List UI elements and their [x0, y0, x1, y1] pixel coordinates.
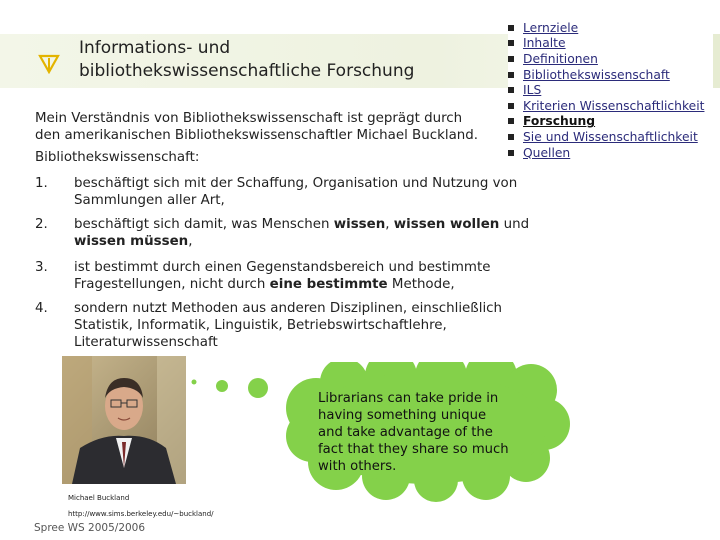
list-text: ,: [188, 234, 193, 249]
list-number: 4.: [35, 301, 48, 316]
list-text: sondern nutzt Methoden aus anderen Disziplinen, einschließlich: [74, 301, 503, 316]
emphasis-text: wissen wollen: [393, 217, 500, 232]
list-text: beschäftigt sich damit, was Menschen: [74, 217, 334, 232]
bullet-icon: [508, 134, 514, 140]
triangle-arrow-icon: [38, 52, 60, 74]
nav-link-lernziele[interactable]: Lernziele: [523, 20, 579, 35]
list-text: beschäftigt sich mit der Schaffung, Organisation und Nutzung von: [74, 176, 518, 191]
nav-item-forschung[interactable]: [508, 114, 713, 130]
list-text: Methode,: [387, 277, 455, 292]
title-line-1: Informations- und: [79, 38, 231, 58]
quote-line: Librarians can take pride in: [318, 391, 499, 406]
intro-line-1: Mein Verständnis von Bibliothekswissenschaft ist geprägt durch: [35, 111, 463, 126]
list-text: Literaturwissenschaft: [74, 335, 218, 350]
intro-line-2: den amerikanischen Bibliothekswissenschaftler Michael Buckland.: [35, 128, 479, 143]
list-text: ,: [385, 217, 394, 232]
emphasis-text: wissen: [333, 217, 386, 232]
footer-text: Spree WS 2005/2006: [34, 522, 146, 534]
emphasis-text: eine bestimmte: [269, 277, 388, 292]
quote-line: and take advantage of the: [318, 425, 493, 440]
nav-item-sie-und-wissenschaftlichkeit[interactable]: [508, 129, 713, 145]
bullet-icon: [508, 87, 514, 93]
list-text: ist bestimmt durch einen Gegenstandsbereich und bestimmte: [74, 260, 491, 275]
nav-item-kriterien[interactable]: [508, 98, 713, 114]
bullet-icon: [508, 25, 514, 31]
nav-item-bibliothekswissenschaft[interactable]: [508, 67, 713, 83]
list-number: 2.: [35, 217, 48, 232]
bullet-icon: [508, 56, 514, 62]
nav-link-bibliothekswissenschaft[interactable]: Bibliothekswissenschaft: [523, 67, 670, 82]
bullet-icon: [508, 40, 514, 46]
thought-bubble-dot: [248, 378, 268, 398]
definition-heading: Bibliothekswissenschaft:: [35, 150, 200, 165]
intro-text: [35, 110, 478, 144]
caption-name: Michael Buckland: [68, 494, 130, 502]
nav-link-kriterien[interactable]: Kriterien Wissenschaftlichkeit: [523, 98, 705, 113]
nav-link-quellen[interactable]: Quellen: [523, 145, 571, 160]
thought-bubble-dot: [216, 380, 228, 392]
bullet-icon: [508, 118, 514, 124]
nav-item-definitionen[interactable]: [508, 51, 713, 67]
quote-line: fact that they share so much: [318, 442, 509, 457]
bullet-icon: [508, 103, 514, 109]
list-text: und: [499, 217, 530, 232]
nav-menu: [508, 20, 713, 160]
list-number: 3.: [35, 260, 48, 275]
portrait-photo: [62, 356, 186, 484]
list-text: Fragestellungen, nicht durch: [74, 277, 270, 292]
nav-item-ils[interactable]: [508, 82, 713, 98]
list-text: Sammlungen aller Art,: [74, 193, 225, 208]
page-title: [79, 37, 414, 83]
nav-item-quellen[interactable]: [508, 145, 713, 161]
bullet-icon: [508, 72, 514, 78]
nav-link-definitionen[interactable]: Definitionen: [523, 51, 598, 66]
list-text: Statistik, Informatik, Linguistik, Betriebswirtschaftlehre,: [74, 318, 447, 333]
title-line-2: bibliothekswissenschaftliche Forschung: [79, 61, 415, 81]
quote-line: with others.: [318, 459, 397, 474]
quote-line: having something unique: [318, 408, 487, 423]
cloud-quote: [318, 390, 533, 475]
bullet-icon: [508, 150, 514, 156]
nav-link-inhalte[interactable]: Inhalte: [523, 36, 566, 51]
nav-link-ils[interactable]: ILS: [523, 83, 542, 98]
nav-item-lernziele[interactable]: [508, 20, 713, 36]
nav-link-sie-und-wissenschaftlichkeit[interactable]: Sie und Wissenschaftlichkeit: [523, 129, 698, 144]
emphasis-text: wissen müssen: [74, 234, 189, 249]
nav-link-forschung[interactable]: Forschung: [523, 114, 596, 129]
caption-url[interactable]: http://www.sims.berkeley.edu/~buckland/: [68, 510, 214, 518]
list-number: 1.: [35, 176, 48, 191]
nav-item-inhalte[interactable]: [508, 36, 713, 52]
thought-bubble-dot: [192, 380, 197, 385]
